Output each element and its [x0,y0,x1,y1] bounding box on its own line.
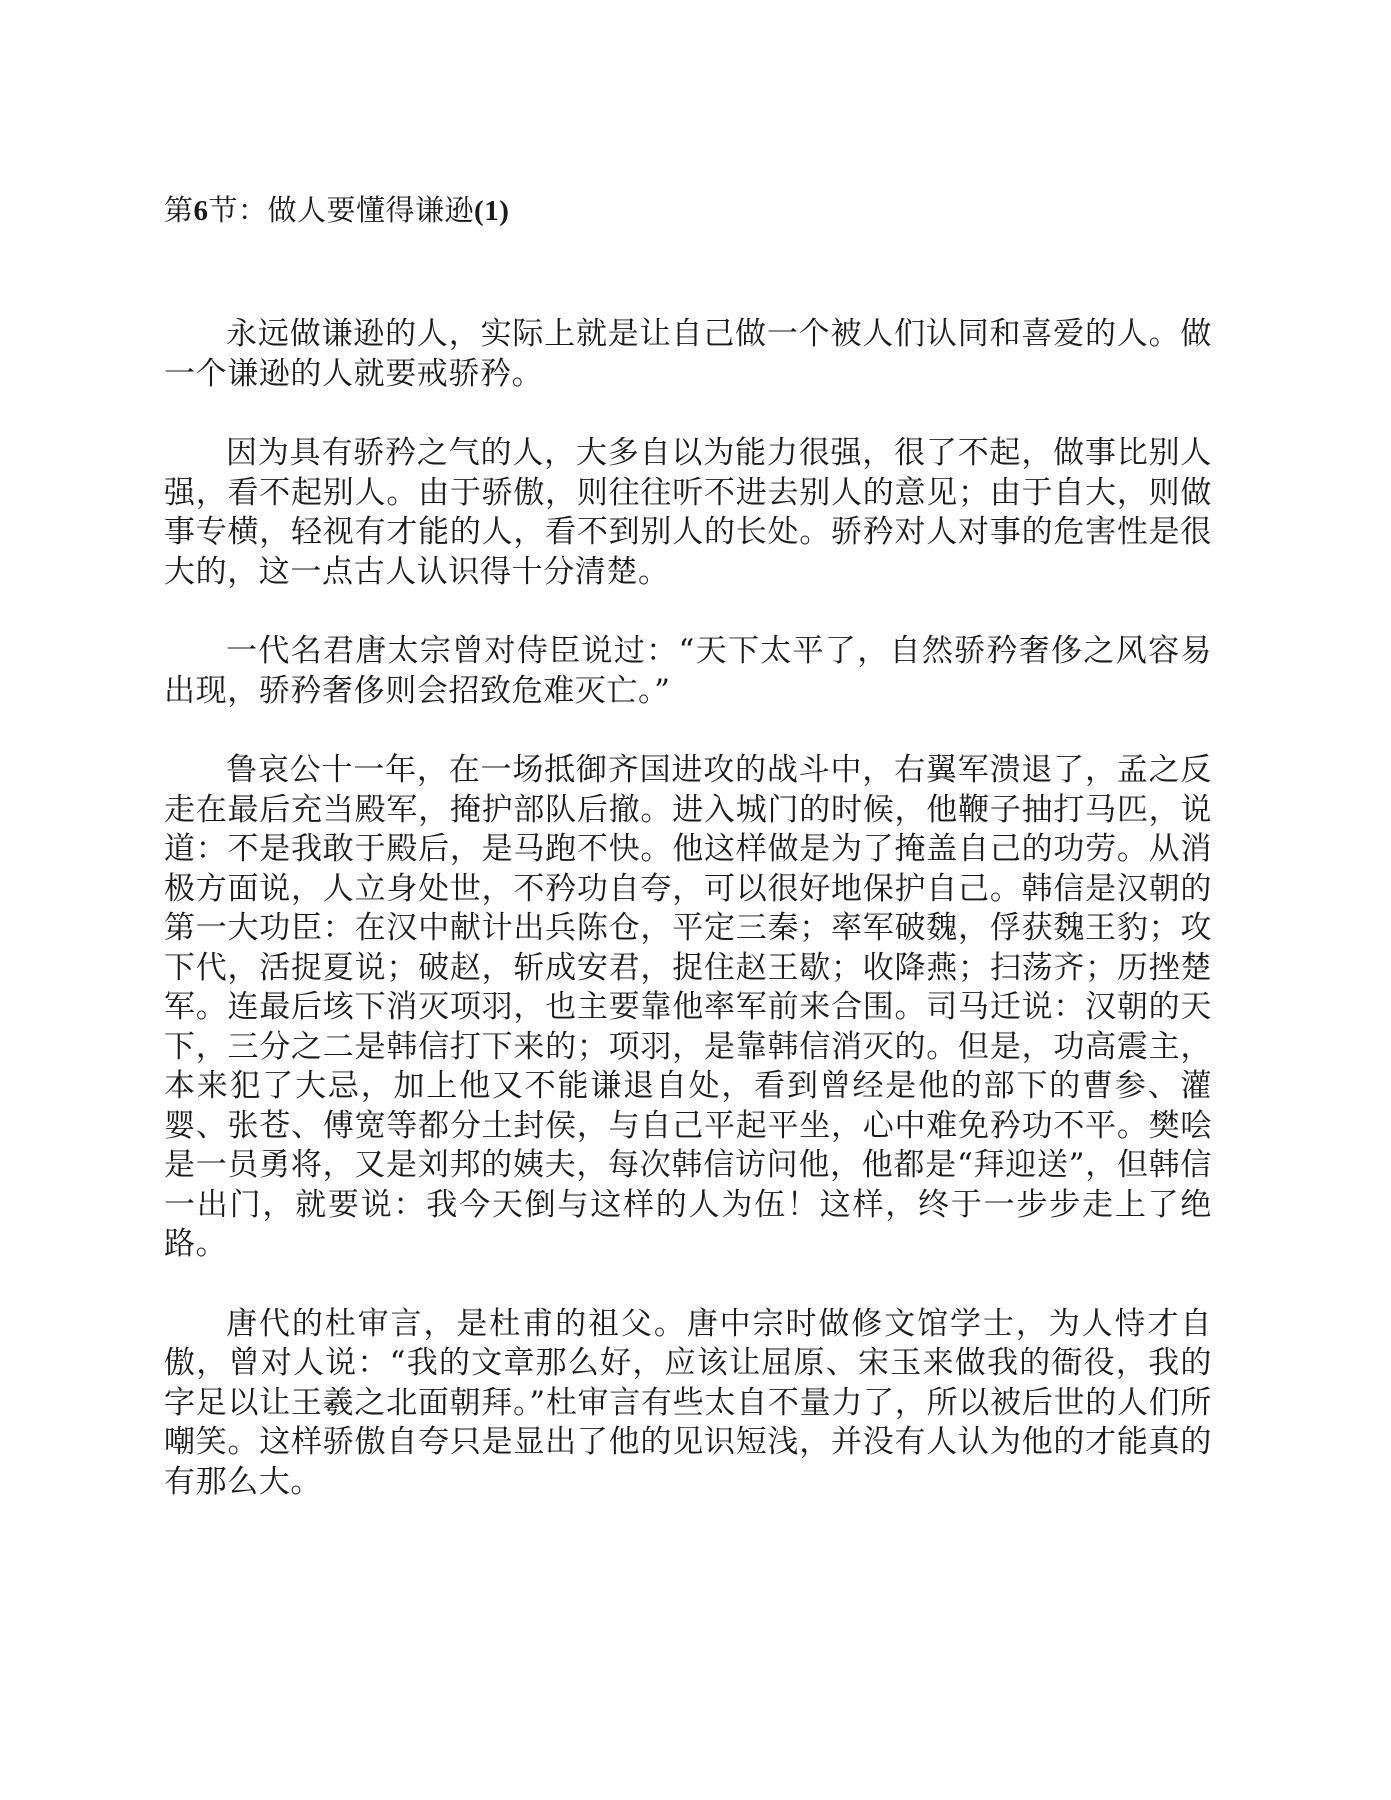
paragraph-arrogance: 因为具有骄矜之气的人，大多自以为能力很强，很了不起，做事比别人强，看不起别人。由于骄傲，则往往听不进去别人的意见；由于自大，则做事专横，轻视有才能的人，看不到别人的长处。骄矜对人对事的危害性是很大的，这一点古人认识得十分清楚。 [164,435,1212,590]
paragraph-du-shenyan: 唐代的杜审言，是杜甫的祖父。唐中宗时做修文馆学士，为人恃才自傲，曾对人说：“我的文章那么好，应该让屈原、宋玉来做我的衙役，我的字足以让王羲之北面朝拜。”杜审言有些太自不量力了，所以被后世的人们所嘲笑。这样骄傲自夸只是显出了他的见识短浅，并没有人认为他的才能真的有那么大。 [164,1305,1212,1500]
document-body [164,315,1212,1502]
document-page [164,190,1212,1542]
title-prefix: 第 [164,193,194,227]
title-middle: 节：做人要懂得谦逊 [208,193,475,227]
title-number: 6 [193,195,209,227]
title-suffix: (1) [474,195,510,227]
paragraph-han-xin: 鲁哀公十一年，在一场抵御齐国进攻的战斗中，右翼军溃退了，孟之反走在最后充当殿军，掩护部队后撤。进入城门的时候，他鞭子抽打马匹，说道：不是我敢于殿后，是马跑不快。他这样做是为了掩盖自己的功劳。从消极方面说，人立身处世，不矜功自夸，可以很好地保护自己。韩信是汉朝的第一大功臣：在汉中献计出兵陈仓，平定三秦；率军破魏，俘获魏王豹；攻下代，活捉夏说；破赵，斩成安君，捉住赵王歇；收降燕；扫荡齐；历挫楚军。连最后垓下消灭项羽，也主要靠他率军前来合围。司马迁说：汉朝的天下，三分之二是韩信打下来的；项羽，是靠韩信消灭的。但是，功高震主，本来犯了大忌，加上他又不能谦退自处，看到曾经是他的部下的曹参、灌婴、张苍、傅宽等都分土封侯，与自己平起平坐，心中难免矜功不平。樊哙是一员勇将，又是刘邦的姨夫，每次韩信访问他，他都是“拜迎送”，但韩信一出门，就要说：我今天倒与这样的人为伍！这样，终于一步步走上了绝路。 [164,752,1212,1262]
paragraph-tang-taizong: 一代名君唐太宗曾对侍臣说过：“天下太平了，自然骄矜奢侈之风容易出现，骄矜奢侈则会招致危难灭亡。” [164,633,1212,709]
paragraph-intro: 永远做谦逊的人，实际上就是让自己做一个被人们认同和喜爱的人。做一个谦逊的人就要戒骄矜。 [164,316,1212,392]
section-title [164,190,1212,231]
